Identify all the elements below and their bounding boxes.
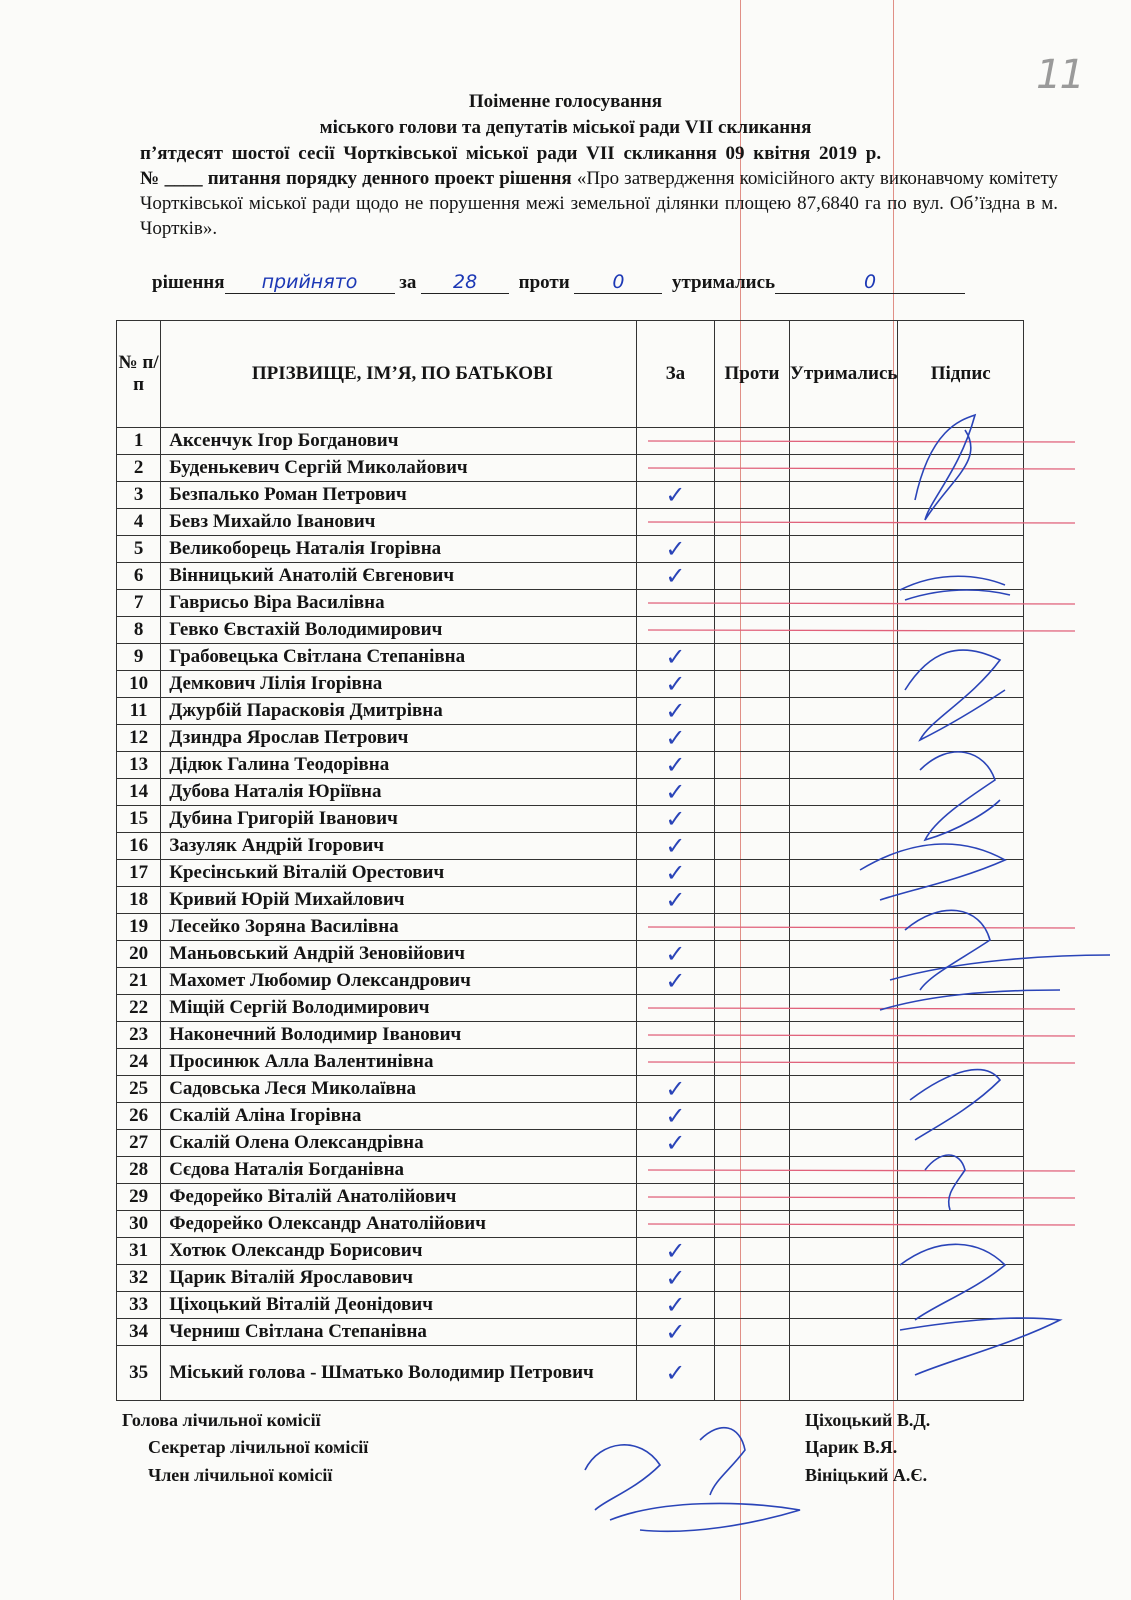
abstained-label: утримались <box>671 272 776 293</box>
table-row <box>117 428 1024 455</box>
signature-cell <box>898 1103 1024 1130</box>
deputy-name: Джурбій Парасковія Дмитрівна <box>161 698 637 725</box>
table-row <box>117 1049 1024 1076</box>
table-row <box>117 968 1024 995</box>
vote-against-cell <box>715 968 790 995</box>
session-line: п’ятдесят шостої сесії Чортківської міської ради VІІ скликання 09 квітня 2019 р. <box>140 143 882 164</box>
vote-against-cell <box>715 1265 790 1292</box>
vote-against-cell <box>715 563 790 590</box>
signature-scribble <box>610 1503 800 1531</box>
vote-abstained-cell <box>789 1076 898 1103</box>
vote-for-mark <box>636 590 714 617</box>
vote-abstained-cell <box>789 1319 898 1346</box>
vote-against-cell <box>715 1130 790 1157</box>
vote-against-cell <box>715 509 790 536</box>
deputy-name: Великоборець Наталія Ігорівна <box>161 536 637 563</box>
row-number: 24 <box>117 1049 161 1076</box>
row-number: 14 <box>117 779 161 806</box>
row-number: 32 <box>117 1265 161 1292</box>
vote-for-mark: ✓ <box>636 779 714 806</box>
vote-for-mark: ✓ <box>636 752 714 779</box>
table-row <box>117 671 1024 698</box>
row-number: 3 <box>117 482 161 509</box>
row-number: 25 <box>117 1076 161 1103</box>
vote-against-cell <box>715 995 790 1022</box>
vote-for-mark: ✓ <box>636 1103 714 1130</box>
vote-against-cell <box>715 1346 790 1401</box>
table-row <box>117 806 1024 833</box>
table-row <box>117 482 1024 509</box>
vote-abstained-cell <box>789 725 898 752</box>
table-row <box>117 914 1024 941</box>
table-row <box>117 617 1024 644</box>
signature-cell <box>898 1238 1024 1265</box>
signature-cell <box>898 428 1024 455</box>
deputy-name: Маньовський Андрій Зеновійович <box>161 941 637 968</box>
document-subtitle: міського голови та депутатів міської ради VІІ скликання <box>319 117 812 138</box>
signature-cell <box>898 725 1024 752</box>
signature-cell <box>898 536 1024 563</box>
deputy-name: Хотюк Олександр Борисович <box>161 1238 637 1265</box>
row-number: 11 <box>117 698 161 725</box>
vote-abstained-cell <box>789 833 898 860</box>
vote-for-mark <box>636 995 714 1022</box>
deputy-name: Дубина Григорій Іванович <box>161 806 637 833</box>
deputy-name: Гаврисьо Віра Василівна <box>161 590 637 617</box>
vote-for-mark <box>636 914 714 941</box>
vote-for-mark <box>636 1022 714 1049</box>
deputy-name: Махомет Любомир Олександрович <box>161 968 637 995</box>
vote-abstained-cell <box>789 1049 898 1076</box>
vote-abstained-cell <box>789 1346 898 1401</box>
deputy-name: Дідюк Галина Теодорівна <box>161 752 637 779</box>
deputy-name: Вінницький Анатолій Євгенович <box>161 563 637 590</box>
deputy-name: Кривий Юрій Михайлович <box>161 887 637 914</box>
row-number: 33 <box>117 1292 161 1319</box>
for-value: 28 <box>421 271 509 294</box>
vote-against-cell <box>715 860 790 887</box>
vote-for-mark <box>636 1049 714 1076</box>
vote-against-cell <box>715 1157 790 1184</box>
vote-against-cell <box>715 725 790 752</box>
vote-abstained-cell <box>789 536 898 563</box>
vote-abstained-cell <box>789 995 898 1022</box>
vote-against-cell <box>715 752 790 779</box>
vote-abstained-cell <box>789 752 898 779</box>
row-number: 13 <box>117 752 161 779</box>
row-number: 30 <box>117 1211 161 1238</box>
vote-for-mark: ✓ <box>636 806 714 833</box>
vote-abstained-cell <box>789 482 898 509</box>
vote-for-mark <box>636 455 714 482</box>
vote-abstained-cell <box>789 509 898 536</box>
table-row <box>117 752 1024 779</box>
vote-for-mark: ✓ <box>636 536 714 563</box>
vote-against-cell <box>715 482 790 509</box>
deputy-name: Дубова Наталія Юріївна <box>161 779 637 806</box>
vote-against-cell <box>715 806 790 833</box>
table-header-row <box>117 321 1024 428</box>
table-row <box>117 1238 1024 1265</box>
table-row <box>117 1211 1024 1238</box>
deputy-name: Лесейко Зоряна Василівна <box>161 914 637 941</box>
vote-abstained-cell <box>789 563 898 590</box>
signature-cell <box>898 1292 1024 1319</box>
row-number: 2 <box>117 455 161 482</box>
deputy-name: Міщій Сергій Володимирович <box>161 995 637 1022</box>
vote-abstained-cell <box>789 1103 898 1130</box>
vote-against-cell <box>715 1049 790 1076</box>
header-num: № п/п <box>117 321 161 428</box>
row-number: 16 <box>117 833 161 860</box>
vote-abstained-cell <box>789 806 898 833</box>
vote-against-cell <box>715 887 790 914</box>
row-number: 35 <box>117 1346 161 1401</box>
vote-abstained-cell <box>789 1022 898 1049</box>
row-number: 18 <box>117 887 161 914</box>
deputy-name: Федорейко Олександр Анатолійович <box>161 1211 637 1238</box>
vote-against-cell <box>715 1076 790 1103</box>
vote-against-cell <box>715 455 790 482</box>
deputy-name: Зазуляк Андрій Ігорович <box>161 833 637 860</box>
signature-cell <box>898 995 1024 1022</box>
deputy-name: Наконечний Володимир Іванович <box>161 1022 637 1049</box>
table-row <box>117 1022 1024 1049</box>
vote-table <box>116 320 1024 1401</box>
table-row <box>117 563 1024 590</box>
deputy-name: Безпалько Роман Петрович <box>161 482 637 509</box>
vote-for-mark: ✓ <box>636 1346 714 1401</box>
signature-cell <box>898 860 1024 887</box>
vote-for-mark: ✓ <box>636 644 714 671</box>
signature-cell <box>898 563 1024 590</box>
header-for: За <box>636 321 714 428</box>
signature-cell <box>898 1076 1024 1103</box>
vote-abstained-cell <box>789 1157 898 1184</box>
vote-abstained-cell <box>789 1265 898 1292</box>
vote-abstained-cell <box>789 617 898 644</box>
vote-against-cell <box>715 590 790 617</box>
deputy-name: Гевко Євстахій Володимирович <box>161 617 637 644</box>
vote-for-mark <box>636 1211 714 1238</box>
row-number: 8 <box>117 617 161 644</box>
row-number: 22 <box>117 995 161 1022</box>
vote-abstained-cell <box>789 1292 898 1319</box>
vote-abstained-cell <box>789 914 898 941</box>
deputy-name: Сєдова Наталія Богданівна <box>161 1157 637 1184</box>
table-row <box>117 833 1024 860</box>
signature-cell <box>898 806 1024 833</box>
vote-abstained-cell <box>789 1184 898 1211</box>
header-abstained: Утримались <box>789 321 898 428</box>
row-number: 1 <box>117 428 161 455</box>
decision-label: рішення <box>152 272 225 293</box>
signature-cell <box>898 644 1024 671</box>
row-number: 5 <box>117 536 161 563</box>
question-block <box>140 166 1058 241</box>
table-row <box>117 1130 1024 1157</box>
vote-against-cell <box>715 671 790 698</box>
row-number: 6 <box>117 563 161 590</box>
vote-against-cell <box>715 1103 790 1130</box>
table-row <box>117 941 1024 968</box>
vote-for-mark <box>636 617 714 644</box>
document-title: Поіменне голосування <box>468 91 663 112</box>
vote-against-cell <box>715 1319 790 1346</box>
vote-abstained-cell <box>789 1211 898 1238</box>
deputy-name: Скалій Аліна Ігорівна <box>161 1103 637 1130</box>
page-number: 11 <box>1036 52 1083 98</box>
row-number: 23 <box>117 1022 161 1049</box>
row-number: 15 <box>117 806 161 833</box>
table-row <box>117 1076 1024 1103</box>
signature-cell <box>898 1049 1024 1076</box>
signature-cell <box>898 509 1024 536</box>
signature-cell <box>898 698 1024 725</box>
vote-against-cell <box>715 1211 790 1238</box>
signature-cell <box>898 1184 1024 1211</box>
vote-abstained-cell <box>789 698 898 725</box>
vote-against-cell <box>715 1292 790 1319</box>
deputy-name: Просинюк Алла Валентинівна <box>161 1049 637 1076</box>
vote-abstained-cell <box>789 860 898 887</box>
vote-against-cell <box>715 779 790 806</box>
table-row <box>117 779 1024 806</box>
vote-abstained-cell <box>789 455 898 482</box>
vote-for-mark: ✓ <box>636 1265 714 1292</box>
vote-abstained-cell <box>789 1130 898 1157</box>
table-row <box>117 1184 1024 1211</box>
deputy-name: Кресінський Віталій Орестович <box>161 860 637 887</box>
table-row <box>117 995 1024 1022</box>
vote-against-cell <box>715 644 790 671</box>
member-name: Вініцький А.Є. <box>805 1465 928 1485</box>
signature-cell <box>898 833 1024 860</box>
signature-cell <box>898 941 1024 968</box>
vote-abstained-cell <box>789 941 898 968</box>
row-number: 28 <box>117 1157 161 1184</box>
vote-for-mark: ✓ <box>636 482 714 509</box>
secretary-name: Царик В.Я. <box>805 1437 898 1457</box>
for-label: за <box>399 272 417 293</box>
against-value: 0 <box>574 271 662 294</box>
against-label: проти <box>518 272 570 293</box>
signature-cell <box>898 1319 1024 1346</box>
row-number: 4 <box>117 509 161 536</box>
vote-against-cell <box>715 1022 790 1049</box>
decision-value: прийнято <box>225 271 395 294</box>
deputy-name: Царик Віталій Ярославович <box>161 1265 637 1292</box>
vote-against-cell <box>715 914 790 941</box>
signature-cell <box>898 482 1024 509</box>
table-row <box>117 1346 1024 1401</box>
vote-against-cell <box>715 536 790 563</box>
vote-abstained-cell <box>789 968 898 995</box>
signature-cell <box>898 671 1024 698</box>
signature-cell <box>898 1346 1024 1401</box>
deputy-name: Грабовецька Світлана Степанівна <box>161 644 637 671</box>
signature-cell <box>898 617 1024 644</box>
table-row <box>117 1292 1024 1319</box>
vote-for-mark: ✓ <box>636 1292 714 1319</box>
vote-for-mark <box>636 509 714 536</box>
deputy-name: Скалій Олена Олександрівна <box>161 1130 637 1157</box>
row-number: 19 <box>117 914 161 941</box>
vote-against-cell <box>715 941 790 968</box>
deputy-name: Буденькевич Сергій Миколайович <box>161 455 637 482</box>
vote-against-cell <box>715 428 790 455</box>
table-row <box>117 1319 1024 1346</box>
table-row <box>117 590 1024 617</box>
signature-cell <box>898 887 1024 914</box>
abstained-value: 0 <box>775 271 965 294</box>
signature-cell <box>898 968 1024 995</box>
signature-scribble <box>700 1428 745 1495</box>
signature-cell <box>898 590 1024 617</box>
deputy-name: Садовська Леся Миколаївна <box>161 1076 637 1103</box>
vote-for-mark: ✓ <box>636 887 714 914</box>
table-row <box>117 1265 1024 1292</box>
row-number: 12 <box>117 725 161 752</box>
vote-abstained-cell <box>789 428 898 455</box>
row-number: 7 <box>117 590 161 617</box>
deputy-name: Міський голова - Шматько Володимир Петрович <box>161 1346 637 1401</box>
vote-for-mark: ✓ <box>636 833 714 860</box>
row-number: 21 <box>117 968 161 995</box>
vote-for-mark: ✓ <box>636 941 714 968</box>
header-name: ПРІЗВИЩЕ, ІМ’Я, ПО БАТЬКОВІ <box>161 321 637 428</box>
row-number: 34 <box>117 1319 161 1346</box>
vote-abstained-cell <box>789 671 898 698</box>
deputy-name: Ціхоцький Віталій Деонідович <box>161 1292 637 1319</box>
table-row <box>117 887 1024 914</box>
table-row <box>117 1157 1024 1184</box>
row-number: 17 <box>117 860 161 887</box>
table-row <box>117 698 1024 725</box>
signature-cell <box>898 1157 1024 1184</box>
signature-cell <box>898 752 1024 779</box>
vote-for-mark: ✓ <box>636 1130 714 1157</box>
chair-name: Ціхоцький В.Д. <box>805 1410 931 1430</box>
counting-commission-secretary-label: Секретар лічильної комісії <box>148 1437 369 1457</box>
vote-for-mark: ✓ <box>636 725 714 752</box>
table-row <box>117 455 1024 482</box>
signature-scribble <box>585 1445 660 1510</box>
question-prefix: № ____ питання порядку денного проект рішення <box>140 168 572 189</box>
vote-for-mark: ✓ <box>636 968 714 995</box>
deputy-name: Бевз Михайло Іванович <box>161 509 637 536</box>
vote-against-cell <box>715 833 790 860</box>
table-row <box>117 725 1024 752</box>
vote-for-mark: ✓ <box>636 698 714 725</box>
vote-against-cell <box>715 617 790 644</box>
table-row <box>117 860 1024 887</box>
vote-for-mark: ✓ <box>636 1319 714 1346</box>
vote-for-mark <box>636 1157 714 1184</box>
vote-result-line <box>152 271 965 294</box>
vote-for-mark: ✓ <box>636 671 714 698</box>
deputy-name: Федорейко Віталій Анатолійович <box>161 1184 637 1211</box>
signature-cell <box>898 914 1024 941</box>
vote-against-cell <box>715 698 790 725</box>
vote-abstained-cell <box>789 644 898 671</box>
vote-abstained-cell <box>789 779 898 806</box>
row-number: 27 <box>117 1130 161 1157</box>
vote-for-mark <box>636 1184 714 1211</box>
row-number: 10 <box>117 671 161 698</box>
vote-for-mark: ✓ <box>636 860 714 887</box>
signature-cell <box>898 1130 1024 1157</box>
vote-for-mark: ✓ <box>636 563 714 590</box>
vote-abstained-cell <box>789 887 898 914</box>
vote-table-body <box>117 428 1024 1401</box>
signature-cell <box>898 779 1024 806</box>
deputy-name: Демкович Лілія Ігорівна <box>161 671 637 698</box>
counting-commission-chair-label: Голова лічильної комісії <box>122 1410 321 1430</box>
question-text: «Про затвердження комісійного акту виконавчому комітету Чортківської міської ради щодо не порушення межі земельної ділянки площею 87,6840 га по вул. Об’їздна в м. Чортків». <box>140 168 1059 239</box>
deputy-name: Черниш Світлана Степанівна <box>161 1319 637 1346</box>
signature-cell <box>898 1211 1024 1238</box>
header-signature: Підпис <box>898 321 1024 428</box>
table-row <box>117 644 1024 671</box>
vote-against-cell <box>715 1238 790 1265</box>
signature-cell <box>898 1022 1024 1049</box>
row-number: 26 <box>117 1103 161 1130</box>
vote-against-cell <box>715 1184 790 1211</box>
deputy-name: Дзиндра Ярослав Петрович <box>161 725 637 752</box>
table-row <box>117 536 1024 563</box>
row-number: 31 <box>117 1238 161 1265</box>
row-number: 9 <box>117 644 161 671</box>
row-number: 20 <box>117 941 161 968</box>
vote-for-mark: ✓ <box>636 1238 714 1265</box>
row-number: 29 <box>117 1184 161 1211</box>
vote-abstained-cell <box>789 590 898 617</box>
table-row <box>117 1103 1024 1130</box>
deputy-name: Аксенчук Ігор Богданович <box>161 428 637 455</box>
table-row <box>117 509 1024 536</box>
vote-for-mark: ✓ <box>636 1076 714 1103</box>
signature-cell <box>898 1265 1024 1292</box>
vote-for-mark <box>636 428 714 455</box>
vote-abstained-cell <box>789 1238 898 1265</box>
counting-commission-member-label: Член лічильної комісії <box>148 1465 333 1485</box>
signature-cell <box>898 455 1024 482</box>
header-against: Проти <box>715 321 790 428</box>
